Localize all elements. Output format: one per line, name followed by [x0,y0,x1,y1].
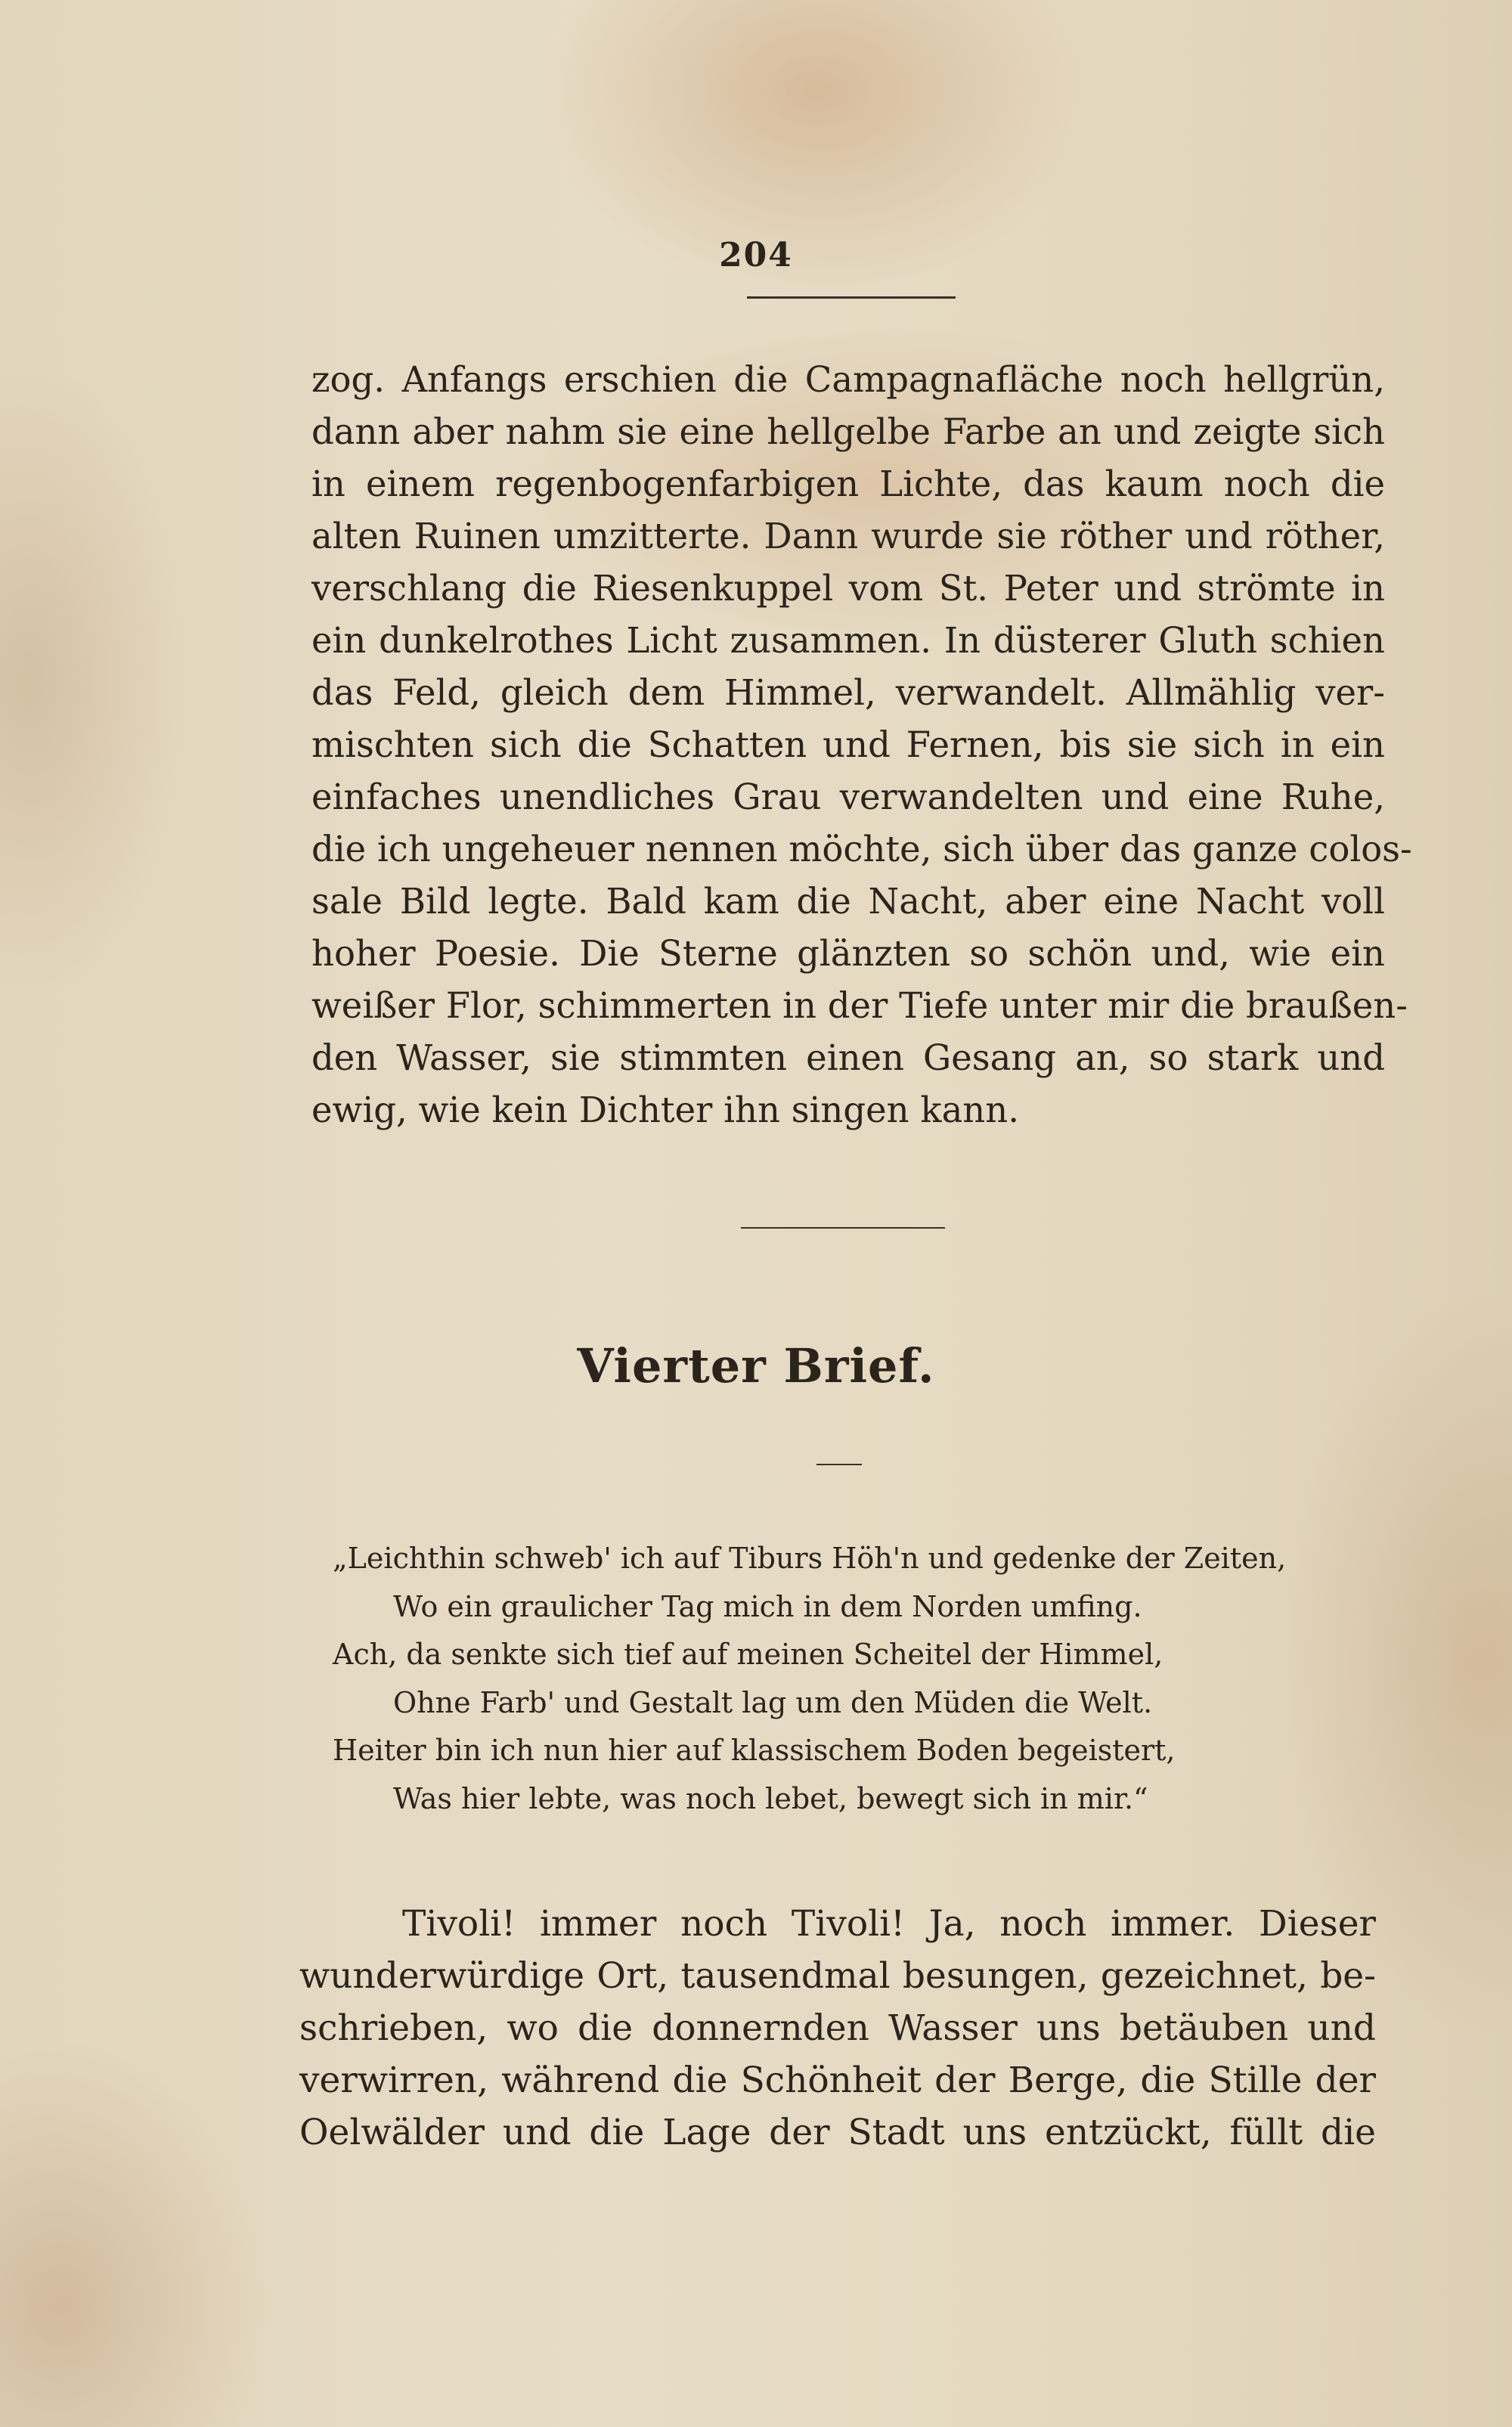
text-line: die ich ungeheuer nennen möchte, sich über das ganze colos- [311,829,1412,869]
page-number: 204 [719,236,793,274]
text-line: hoher Poesie. Die Sterne glänzten so schön und, wie ein [311,933,1385,974]
text-line: den Wasser, sie stimmten einen Gesang an, so stark und [311,1037,1385,1078]
poem-verse: Ohne Farb' und Gestalt lag um den Müden die Welt. [393,1685,1153,1719]
header-rule [747,296,956,299]
letter-heading: Vierter Brief. [577,1338,935,1393]
text-line: verschlang die Riesenkuppel vom St. Peter und strömte in [311,568,1385,609]
section-divider [741,1227,945,1229]
text-line: einfaches unendliches Grau verwandelten und eine Ruhe, [311,776,1385,817]
text-line: ein dunkelrothes Licht zusammen. In düsterer Gluth schien [311,620,1385,661]
text-line: alten Ruinen umzitterte. Dann wurde sie röther und röther, [311,516,1385,556]
text-line: sale Bild legte. Bald kam die Nacht, aber eine Nacht voll [311,881,1385,922]
poem-verse: Wo ein graulicher Tag mich in dem Norden umfing. [393,1589,1142,1623]
text-line: das Feld, gleich dem Himmel, verwandelt. Allmählig ver- [311,672,1385,713]
poem-verse: Heiter bin ich nun hier auf klassischem Boden begeistert, [333,1734,1176,1767]
text-line: verwirren, während die Schönheit der Berge, die Stille der [299,2060,1376,2101]
text-line: zog. Anfangs erschien die Campagnafläche noch hellgrün, [311,359,1385,400]
paragraph-continuation [311,354,1412,1136]
text-line: Oelwälder und die Lage der Stadt uns entzückt, füllt die [299,2112,1376,2153]
text-line: Tivoli! immer noch Tivoli! Ja, noch immer. Dieser [402,1903,1376,1945]
text-line: mischten sich die Schatten und Fernen, bis sie sich in ein [311,724,1385,765]
poem-epigraph [333,1535,1376,1823]
paragraph-tivoli [299,1898,1376,2159]
text-line: dann aber nahm sie eine hellgelbe Farbe an und zeigte sich [311,411,1385,452]
poem-verse: Was hier lebte, was noch lebet, bewegt sich in mir.“ [393,1781,1148,1815]
poem-verse: Ach, da senkte sich tief auf meinen Scheitel der Himmel, [333,1638,1163,1671]
text-line: weißer Flor, schimmerten in der Tiefe unter mir die braußen- [311,985,1408,1026]
text-line: schrieben, wo die donnernden Wasser uns betäuben und [299,2007,1376,2049]
poem-verse: „Leichthin schweb' ich auf Tiburs Höh'n und gedenke der Zeiten, [333,1542,1287,1575]
text-line: wunderwürdige Ort, tausendmal besungen, gezeichnet, be- [299,1955,1376,1997]
heading-rule [816,1464,862,1465]
text-line: in einem regenbogenfarbigen Lichte, das kaum noch die [311,463,1385,504]
text-line: ewig, wie kein Dichter ihn singen kann. [311,1090,1019,1130]
